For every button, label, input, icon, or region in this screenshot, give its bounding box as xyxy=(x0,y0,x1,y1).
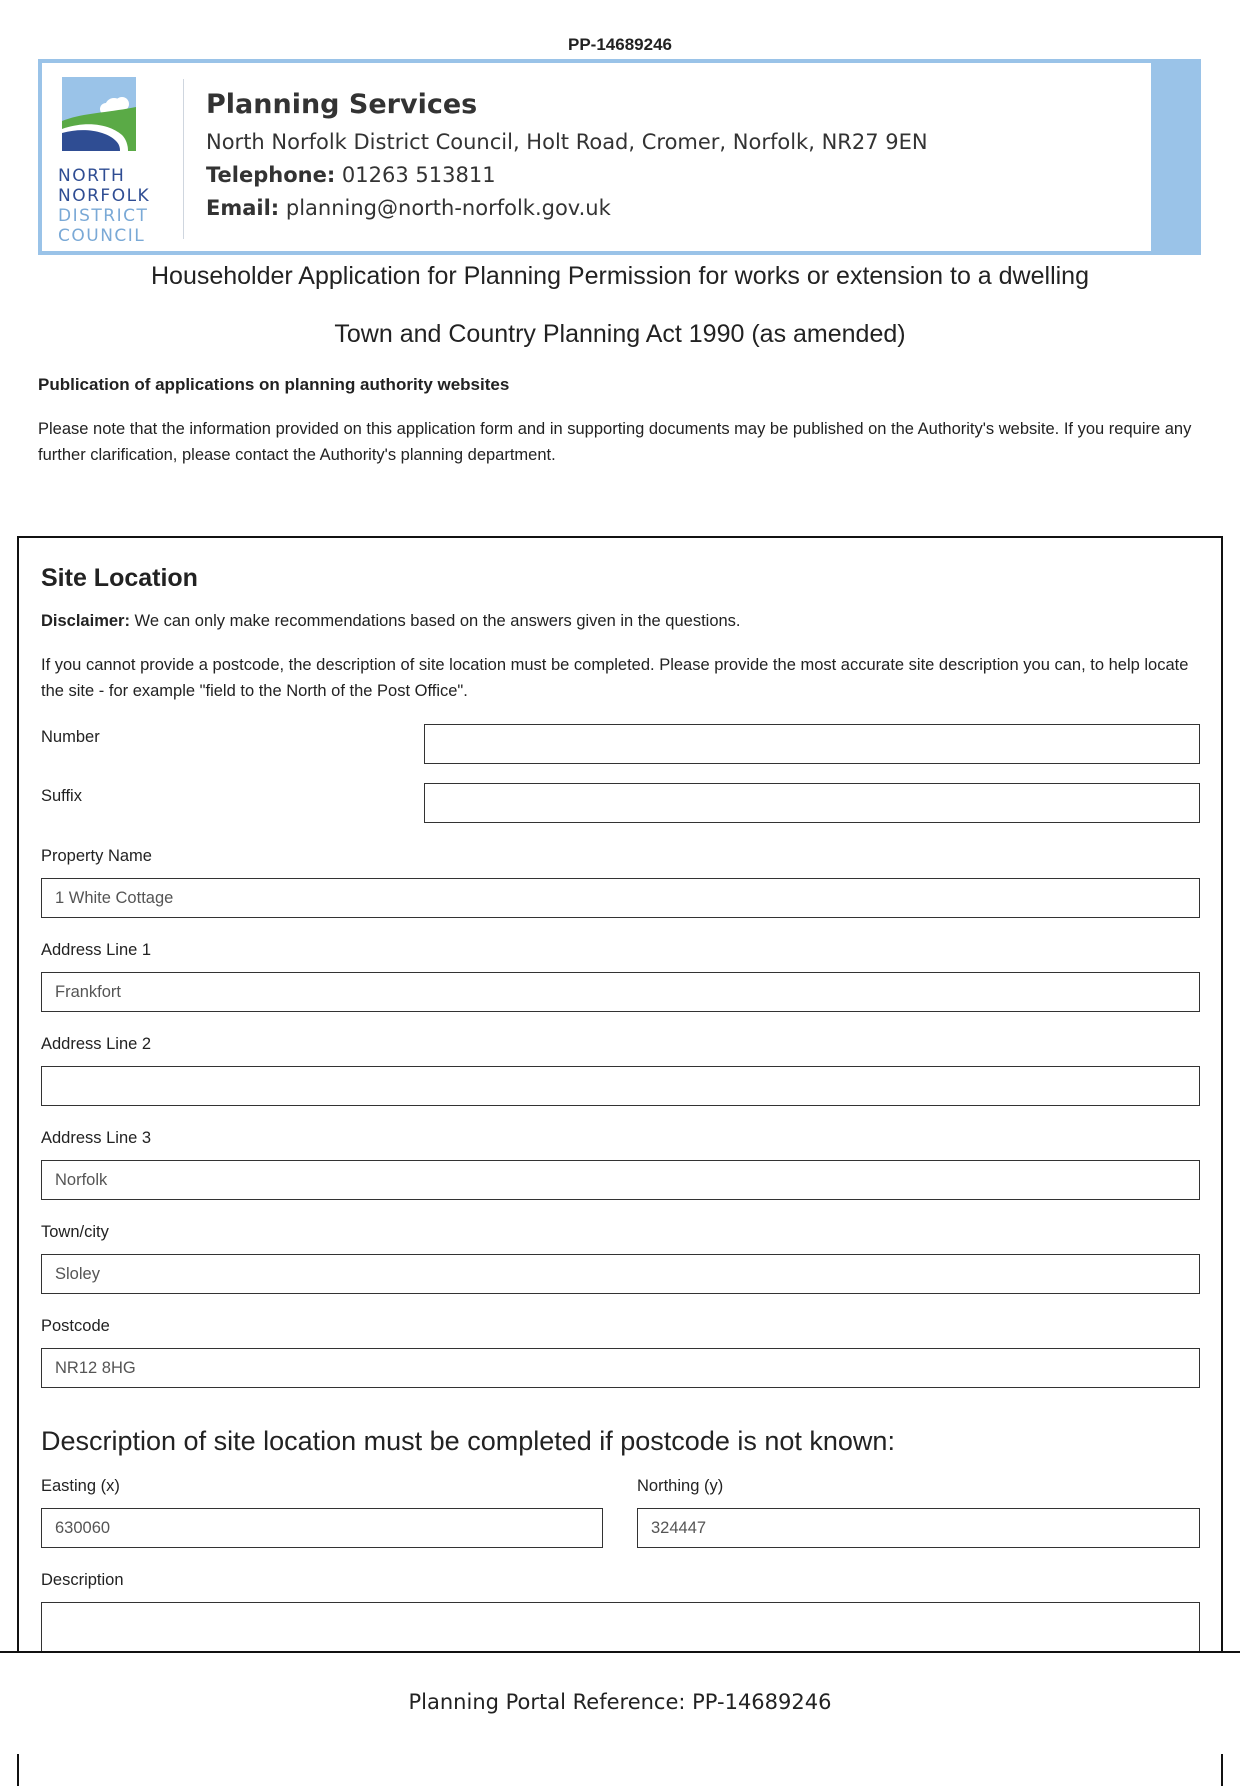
postcode-field[interactable]: NR12 8HG xyxy=(41,1348,1200,1388)
postcode-label: Postcode xyxy=(41,1317,110,1335)
footer-reference: Planning Portal Reference: PP-14689246 xyxy=(408,1690,832,1714)
council-logo xyxy=(58,77,178,247)
address-line-2-label: Address Line 2 xyxy=(41,1035,152,1053)
document-reference: PP-14689246 xyxy=(568,35,672,54)
description-section-title: Description of site location must be completed if postcode is not known: xyxy=(41,1426,895,1456)
form-title: Householder Application for Planning Permission for works or extension to a dwelling xyxy=(150,262,1089,290)
address-line-2-field[interactable] xyxy=(41,1066,1200,1106)
form-act: Town and Country Planning Act 1990 (as amended) xyxy=(334,320,906,348)
header-title: Planning Services xyxy=(206,89,478,120)
publication-text: Please note that the information provided on this application form and in supporting documents may be published on the Authority's website. If you require any further clarification, please contact the Authority's planning department. xyxy=(38,420,1192,464)
section-title: Site Location xyxy=(41,564,198,592)
northing-label: Northing (y) xyxy=(637,1477,724,1495)
town-city-label: Town/city xyxy=(41,1223,109,1241)
address-line-3-label: Address Line 3 xyxy=(41,1129,152,1147)
council-header xyxy=(38,59,1201,255)
property-name-label: Property Name xyxy=(41,847,152,865)
site-help-text: If you cannot provide a postcode, the description of site location must be completed. Please provide the most accurate site description you can, to help locate the site - for example "field to the North of the Post Office". xyxy=(41,656,1189,700)
publication-heading: Publication of applications on planning authority websites xyxy=(38,375,510,394)
header-divider xyxy=(183,79,184,239)
council-address: North Norfolk District Council, Holt Road, Cromer, Norfolk, NR27 9EN xyxy=(206,130,928,154)
easting-field[interactable]: 630060 xyxy=(41,1508,603,1548)
suffix-label: Suffix xyxy=(41,787,82,805)
telephone-line: Telephone: 01263 513811 xyxy=(206,163,496,187)
address-line-3-field[interactable]: Norfolk xyxy=(41,1160,1200,1200)
number-field[interactable] xyxy=(424,724,1200,764)
description-label: Description xyxy=(41,1571,124,1589)
suffix-field[interactable] xyxy=(424,783,1200,823)
email-address: planning@north-norfolk.gov.uk xyxy=(285,196,611,220)
northing-field[interactable]: 324447 xyxy=(637,1508,1200,1548)
council-logo-icon xyxy=(62,77,136,151)
property-name-field[interactable]: 1 White Cottage xyxy=(41,878,1200,918)
address-line-1-field[interactable]: Frankfort xyxy=(41,972,1200,1012)
address-line-1-label: Address Line 1 xyxy=(41,941,152,959)
number-label: Number xyxy=(41,728,100,746)
council-logo-text: NORTH NORFOLK DISTRICT COUNCIL xyxy=(58,166,151,246)
header-band xyxy=(1151,63,1197,251)
town-city-field[interactable]: Sloley xyxy=(41,1254,1200,1294)
easting-label: Easting (x) xyxy=(41,1477,120,1495)
site-location-section xyxy=(17,536,1223,1786)
telephone-number: 01263 513811 xyxy=(341,163,496,187)
disclaimer: Disclaimer: We can only make recommendations based on the answers given in the questions. xyxy=(41,612,741,630)
email-line: Email: planning@north-norfolk.gov.uk xyxy=(206,196,611,220)
